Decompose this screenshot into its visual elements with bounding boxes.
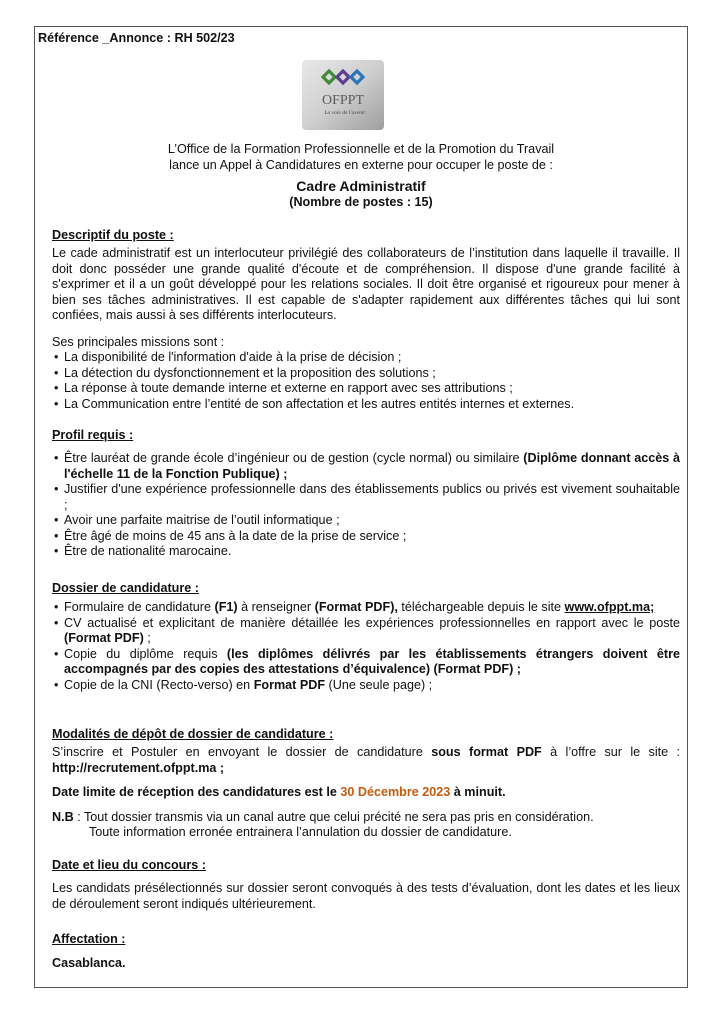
profil-item: • Être de nationalité marocaine. <box>52 544 680 560</box>
section-affectation <box>52 932 680 970</box>
dossier-item <box>52 616 680 647</box>
nb-line-2: Toute information erronée entrainera l’annulation du dossier de candidature. <box>89 825 512 839</box>
nb-text-1: : Tout dossier transmis via un canal autre que celui précité ne sera pas pris en considération. <box>73 809 594 824</box>
affectation-city: Casablanca. <box>52 956 126 970</box>
dossier-item-1-a: Formulaire de candidature <box>64 600 215 614</box>
ofppt-site-link[interactable]: www.ofppt.ma; <box>564 600 655 614</box>
dossier-item-3-bold: (les diplômes délivrés par les établissements étrangers doivent être accompagnés par des copies des attestations d’équivalence) (Format PDF) ; <box>64 646 681 676</box>
dossier-item-2-text: CV actualisé et explicitant de manière détaillée les expériences professionnelles en rapport avec le poste <box>64 615 680 630</box>
profil-item: • Être âgé de moins de 45 ans à la date de la prise de service ; <box>52 529 680 545</box>
profil-item <box>52 451 680 482</box>
dossier-item-4-c: (Une seule page) ; <box>325 677 433 692</box>
descriptif-paragraph: Le cade administratif est un interlocuteur privilégié des collaborateurs de l’institution dans laquelle il travaille. Il doit donc posséder une grande qualité d'écoute et de compréhension. Il dispose d'une grande facilité à s'exprimer et il a un goût développé pour les relations sociales. Il doit être organisé et rigoureux pour mener à bien ses tâches administratives. Il est capable de s'adapter rapidement aux différentes tâches qui lui sont confiées, mais aussi à ses différents interlocuteurs. <box>52 246 680 322</box>
dossier-item <box>52 647 680 678</box>
heading-profil: Profil requis : <box>52 428 134 442</box>
mission-item: • La disponibilité de l'information d'aide à la prise de décision ; <box>52 350 680 366</box>
deadline-date: 30 Décembre 2023 <box>340 785 451 799</box>
concours-paragraph: Les candidats présélectionnés sur dossier seront convoqués à des tests d’évaluation, dont les dates et les lieux de déroulement seront indiqués ultérieurement. <box>52 881 680 911</box>
dossier-list <box>52 600 680 693</box>
profil-item: • Justifier d'une expérience professionnelle dans des établissements publics ou privés est vivement souhaitable ; <box>52 482 680 513</box>
modalites-text-b: sous format PDF <box>431 745 542 759</box>
svg-text:La voie de l'avenir: La voie de l'avenir <box>324 110 366 116</box>
dossier-item-1-c: à renseigner <box>237 600 315 614</box>
profil-item-1-bold: (Diplôme donnant accès à l'échelle 11 de la Fonction Publique) ; <box>64 451 680 481</box>
deadline-text-b: à minuit. <box>450 785 506 799</box>
nb-label: N.B <box>52 809 74 824</box>
intro-line-2: lance un Appel à Candidatures en externe pour occuper le poste de : <box>169 157 553 172</box>
dossier-item <box>52 600 680 616</box>
dossier-item <box>52 678 680 694</box>
intro-text <box>34 142 688 173</box>
dossier-item-3-text: Copie du diplôme requis <box>64 646 227 661</box>
mission-item: • La détection du dysfonctionnement et la proposition des solutions ; <box>52 366 680 382</box>
heading-modalites: Modalités de dépôt de dossier de candidature : <box>52 727 334 741</box>
modalites-text-a: S’inscrire et Postuler en envoyant le dossier de candidature <box>52 745 432 759</box>
modalites-paragraph <box>52 745 680 776</box>
dossier-item-2-end: ; <box>143 631 151 645</box>
intro-line-1: L’Office de la Formation Professionnelle et de la Promotion du Travail <box>167 142 555 156</box>
dossier-item-4-b: Format PDF <box>253 677 326 692</box>
reference-line: Référence _Annonce : RH 502/23 <box>38 31 235 45</box>
post-title: Cadre Administratif <box>296 178 426 194</box>
nb-line-1 <box>52 810 680 826</box>
profil-item-1-text: Être lauréat de grande école d’ingénieur ou de gestion (cycle normal) ou similaire <box>64 451 524 465</box>
profil-list <box>52 451 680 560</box>
mission-item: • La Communication entre l’entité de son affectation et les autres entités internes et externes. <box>52 397 680 413</box>
section-dossier <box>52 581 680 693</box>
modalites-text-c: à l’offre sur le site : <box>541 745 680 759</box>
dossier-item-1-d: (Format PDF), <box>314 600 398 614</box>
section-concours <box>52 858 680 912</box>
dossier-item-1-b: (F1) <box>214 600 238 614</box>
heading-concours: Date et lieu du concours : <box>52 858 206 872</box>
deadline-line <box>52 785 680 801</box>
deadline-text-a: Date limite de réception des candidatures est le <box>52 785 341 799</box>
heading-affectation: Affectation : <box>52 932 126 946</box>
recrutement-url[interactable]: http://recrutement.ofppt.ma ; <box>52 760 225 775</box>
dossier-item-1-e: téléchargeable depuis le site <box>397 600 565 614</box>
heading-dossier: Dossier de candidature : <box>52 581 199 595</box>
section-profil <box>52 428 680 560</box>
section-modalites <box>52 727 680 841</box>
missions-list <box>52 350 680 412</box>
dossier-item-2-bold: (Format PDF) <box>64 631 144 645</box>
post-count: (Nombre de postes : 15) <box>289 195 433 209</box>
heading-descriptif: Descriptif du poste : <box>52 228 174 242</box>
ofppt-logo <box>302 60 384 130</box>
mission-item: • La réponse à toute demande interne et externe en rapport avec ses attributions ; <box>52 381 680 397</box>
dossier-item-4-a: Copie de la CNI (Recto-verso) en <box>64 677 254 692</box>
profil-item: • Avoir une parfaite maitrise de l’outil informatique ; <box>52 513 680 529</box>
section-descriptif <box>52 228 680 412</box>
missions-intro: Ses principales missions sont : <box>52 334 225 349</box>
svg-text:OFPPT: OFPPT <box>321 93 365 108</box>
